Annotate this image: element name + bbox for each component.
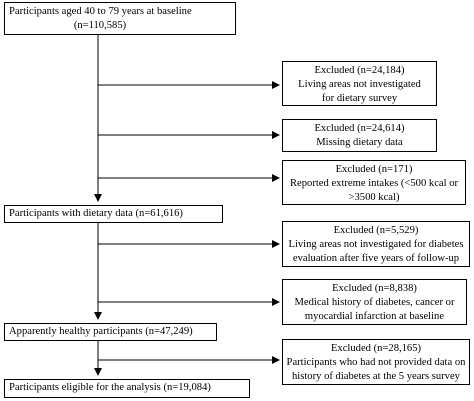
step-box-dietary-data [4, 205, 223, 223]
exclusion-3-line-1: Excluded (n=171) [335, 164, 413, 175]
exclusion-6-line-3: history of diabetes at the 5 years survey [292, 371, 460, 382]
step-3-line-1: Apparently healthy participants (n=47,249) [9, 326, 193, 337]
step-1-line-1: Participants aged 40 to 79 years at baseline [9, 6, 192, 17]
exclusion-5-line-3: myocardial infarction at baseline [304, 311, 445, 322]
exclusion-6-line-2: Participants who had not provided data on [286, 357, 466, 368]
step-box-baseline [4, 2, 236, 35]
exclusion-1-line-2: Living areas not investigated [298, 79, 421, 90]
exclusion-2-line-2: Missing dietary data [316, 137, 403, 148]
step-4-line-1: Participants eligible for the analysis (n=19,084) [9, 382, 211, 393]
exclusion-box-diabetes-evaluation [282, 221, 470, 267]
exclusion-3-line-3: >3500 kcal) [348, 192, 400, 203]
exclusion-box-medical-history [282, 279, 467, 325]
exclusion-box-missing-dietary [282, 119, 437, 152]
exclusion-4-line-1: Excluded (n=5,529) [333, 225, 419, 236]
exclusion-box-no-diabetes-history [282, 339, 470, 385]
exclusion-6-line-1: Excluded (n=28,165) [330, 343, 422, 354]
exclusion-1-line-1: Excluded (n=24,184) [314, 65, 405, 76]
step-2-line-1: Participants with dietary data (n=61,616) [9, 208, 183, 219]
exclusion-1-line-3: for dietary survey [321, 93, 398, 104]
exclusion-5-line-1: Excluded (n=8,838) [332, 283, 417, 294]
exclusion-box-living-areas [282, 61, 437, 106]
exclusion-4-line-3: evaluation after five years of follow-up [292, 253, 460, 264]
exclusion-4-line-2: Living areas not investigated for diabetes [288, 239, 464, 250]
step-box-eligible [4, 379, 250, 398]
step-box-healthy [4, 323, 217, 341]
exclusion-3-line-2: Reported extreme intakes (<500 kcal or [289, 178, 459, 189]
step-1-line-2: (n=110,585) [73, 20, 127, 31]
exclusion-2-line-1: Excluded (n=24,614) [314, 123, 405, 134]
exclusion-5-line-2: Medical history of diabetes, cancer or [294, 297, 455, 308]
exclusion-box-extreme-intakes [282, 160, 466, 205]
